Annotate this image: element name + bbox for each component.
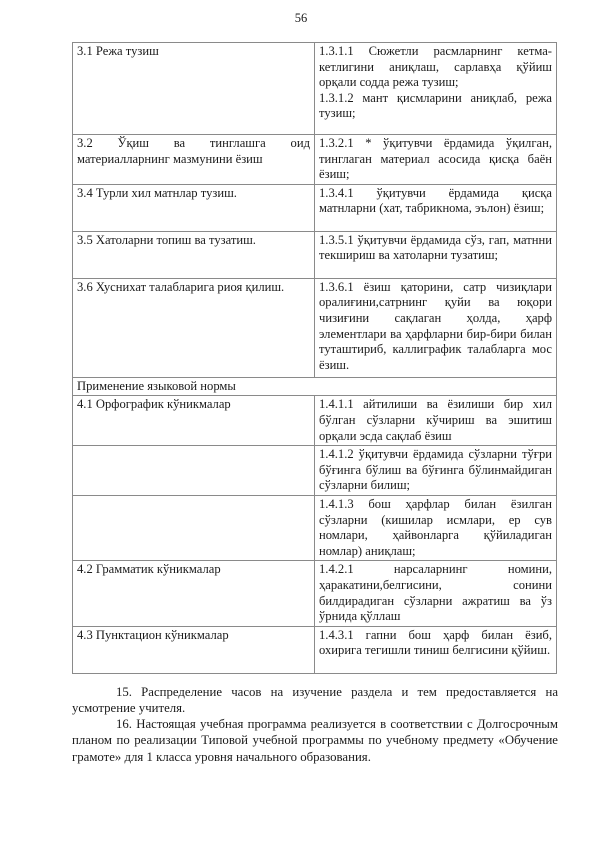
skill-cell: 3.1 Режа тузиш — [73, 43, 315, 135]
table-row — [73, 135, 557, 185]
paragraph-15 — [72, 684, 558, 717]
skill-text: 3.6 Хуснихат талабларига риоя қилиш. — [77, 279, 285, 294]
skill-text: 3.2 Ўқиш ва тинглашга оид материалларнинг мазмунини ёзиш — [77, 136, 310, 166]
objective-cell: 1.4.1.1 айтилиши ва ёзилиши бир хил бўлган сўзларни кўчириш ва эшитиш орқали эсда сақлаб ёзиш — [315, 396, 557, 446]
skill-cell: 4.1 Орфографик кўникмалар — [73, 396, 315, 446]
objective-cell: 1.3.5.1 ўқитувчи ёрдамида сўз, гап, матнни текшириш ва хатоларни тузатиш; — [315, 231, 557, 278]
skill-cell: 3.4 Турли хил матнлар тузиш. — [73, 184, 315, 231]
table-row — [73, 231, 557, 278]
objective-text: 1.3.1.2 мант қисмларини аниқлаб, режа тузиш; — [319, 90, 552, 121]
paragraph-text: 16. Настоящая учебная программа реализуется в соответствии с Долгосрочным планом по реализации Типовой учебной программы по учебному предмету «Обучение грамоте» для 1 класса уровня начального образования. — [72, 717, 558, 764]
curriculum-table — [72, 42, 557, 674]
table-row — [73, 446, 557, 496]
objective-text: 1.3.1.1 Сюжетли расмларнинг кетма-кетлигини аниқлаш, сарлавҳа қўйиш орқали содда режа тузиш; — [319, 44, 552, 90]
objective-cell: 1.3.4.1 ўқитувчи ёрдамида қисқа матнларни (хат, табрикнома, эълон) ёзиш; — [315, 184, 557, 231]
objective-cell: 1.4.1.3 бош ҳарфлар билан ёзилган сўзларни (кишилар исмлари, ер сув номлари, ҳайвонларга қўйиладиган номлар) аниқлаш; — [315, 495, 557, 560]
section-header-row — [73, 377, 557, 396]
objective-cell: 1.4.1.2 ўқитувчи ёрдамида сўзларни тўғри бўғинга бўлиш ва бўғинга бўлинмайдиган сўзларни билиш; — [315, 446, 557, 496]
table-row — [73, 561, 557, 626]
skill-cell: 3.5 Хатоларни топиш ва тузатиш. — [73, 231, 315, 278]
objective-cell — [315, 43, 557, 135]
skill-cell — [73, 278, 315, 377]
table-row — [73, 43, 557, 135]
table-row — [73, 184, 557, 231]
skill-cell — [73, 446, 315, 496]
page-number: 56 — [294, 11, 308, 25]
table-row — [73, 278, 557, 377]
table-row — [73, 396, 557, 446]
paragraph-16 — [72, 716, 558, 765]
objective-cell: 1.3.6.1 ёзиш қаторини, сатр чизиқлари оралиғини,сатрнинг қуйи ва юқори чизиғини сақлаган ҳолда, ҳарф элементлари ва ҳарфларни бир-бири билан туташтириб, каллиграфик талабларга мос ёзиш. — [315, 278, 557, 377]
objective-cell: 1.3.2.1 * ўқитувчи ёрдамида ўқилган, тинглаган материал асосида қисқа баён ёзиш; — [315, 135, 557, 185]
section-header: Применение языковой нормы — [73, 377, 557, 396]
objective-cell: 1.4.3.1 гапни бош ҳарф билан ёзиб, охирига тегишли тиниш белгисини қўйиш. — [315, 626, 557, 673]
skill-cell — [73, 495, 315, 560]
table-row — [73, 626, 557, 673]
skill-cell: 4.3 Пунктацион кўникмалар — [73, 626, 315, 673]
skill-cell — [73, 135, 315, 185]
objective-cell: 1.4.2.1 нарсаларнинг номини, ҳаракатини,белгисини, сонини билдирадиган сўзларни ажратиш ва ўз ўрнида қўллаш — [315, 561, 557, 626]
paragraph-text: 15. Распределение часов на изучение раздела и тем предоставляется на усмотрение учителя. — [72, 685, 558, 716]
skill-cell: 4.2 Грамматик кўникмалар — [73, 561, 315, 626]
table-row — [73, 495, 557, 560]
